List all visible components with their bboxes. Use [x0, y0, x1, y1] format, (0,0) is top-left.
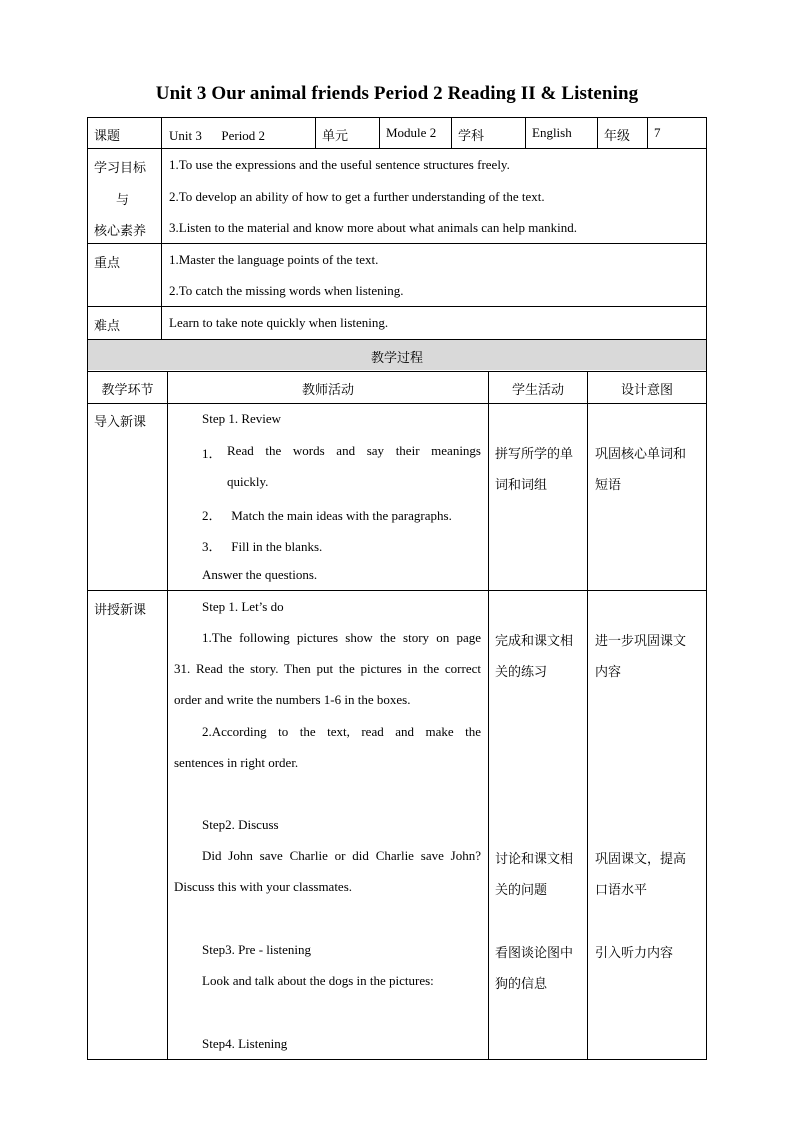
lead-in-item1-line1: Read the words and say their meanings	[227, 443, 481, 458]
lead-in-item2: 2． Match the main ideas with the paragraphs.	[202, 508, 452, 523]
new-lesson-s3-line1: Look and talk about the dogs in the pictures:	[202, 973, 434, 988]
new-lesson-s1-line1: 1.The following pictures show the story on page	[202, 630, 481, 645]
new-lesson-purpose: 引入听力内容	[595, 946, 674, 961]
process-header: 教学过程	[370, 351, 423, 366]
new-lesson-s2-line1: Did John save Charlie or did Charlie save John?	[202, 848, 481, 863]
new-lesson-purpose: 内容	[595, 665, 622, 680]
difficulty-text: Learn to take note quickly when listening.	[169, 315, 389, 330]
new-lesson-s1-line5: sentences in right order.	[174, 755, 299, 770]
objective-item: 1.To use the expressions and the useful sentence structures freely.	[169, 157, 510, 172]
new-lesson-s1-line4: 2.According to the text, read and make the	[202, 724, 481, 739]
new-lesson-student: 看图谈论图中	[495, 946, 574, 961]
new-lesson-purpose: 巩固课文，提高	[595, 852, 687, 867]
lead-in-student: 拼写所学的单	[495, 447, 574, 462]
new-lesson-student: 关的问题	[495, 883, 548, 898]
new-lesson-student: 狗的信息	[495, 977, 548, 992]
topic-value: Unit 3 Period 2	[169, 128, 266, 143]
lead-in-item1-line2: quickly.	[227, 474, 269, 489]
objectives-label-3: 核心素养	[94, 224, 147, 239]
new-lesson-purpose: 口语水平	[595, 883, 648, 898]
objective-item: 2.To develop an ability of how to get a further understanding of the text.	[169, 189, 545, 204]
lead-in-purpose: 短语	[595, 478, 622, 493]
new-lesson-step3: Step3. Pre - listening	[202, 942, 312, 957]
key-point-item: 2.To catch the missing words when listening.	[169, 283, 404, 298]
unit-value: Module 2	[386, 125, 437, 140]
lead-in-student: 词和词组	[495, 478, 548, 493]
objective-item: 3.Listen to the material and know more about what animals can help mankind.	[169, 220, 577, 235]
grade-label: 年级	[604, 129, 631, 144]
new-lesson-s1-line3: order and write the numbers 1-6 in the boxes.	[174, 692, 411, 707]
lead-in-item3: 3． Fill in the blanks.	[202, 539, 323, 554]
new-lesson-step4: Step4. Listening	[202, 1036, 288, 1051]
new-lesson-student: 讨论和课文相	[495, 852, 574, 867]
new-lesson-s1-line2: 31. Read the story. Then put the pictures in the correct	[174, 661, 481, 676]
objectives-label-2: 与	[116, 193, 130, 208]
unit-label: 单元	[322, 129, 349, 144]
objectives-label-1: 学习目标	[94, 161, 147, 176]
lead-in-item1-num: 1．	[202, 446, 222, 461]
column-header-teacher: 教师活动	[301, 383, 354, 398]
new-lesson-purpose: 进一步巩固课文	[595, 634, 687, 649]
new-lesson-step2: Step2. Discuss	[202, 817, 279, 832]
lead-in-step: Step 1. Review	[202, 411, 282, 426]
new-lesson-student: 关的练习	[495, 665, 548, 680]
new-lesson-student: 完成和课文相	[495, 634, 574, 649]
lead-in-purpose: 巩固核心单词和	[595, 447, 687, 462]
new-lesson-step1: Step 1. Let’s do	[202, 599, 284, 614]
key-point-item: 1.Master the language points of the text.	[169, 252, 379, 267]
column-header-student: 学生活动	[511, 383, 564, 398]
subject-value: English	[532, 125, 572, 140]
difficulty-label: 难点	[94, 319, 121, 334]
key-points-label: 重点	[94, 256, 121, 271]
new-lesson-s2-line2: Discuss this with your classmates.	[174, 879, 353, 894]
column-header-stage: 教学环节	[101, 383, 154, 398]
grade-value: 7	[654, 125, 661, 140]
subject-label: 学科	[458, 129, 485, 144]
topic-label: 课题	[94, 129, 121, 144]
new-lesson-stage: 讲授新课	[94, 603, 147, 618]
lead-in-stage: 导入新课	[94, 415, 147, 430]
lead-in-item4: Answer the questions.	[202, 567, 318, 582]
page-title: Unit 3 Our animal friends Period 2 Reading II & Listening	[155, 83, 639, 104]
column-header-purpose: 设计意图	[620, 383, 673, 398]
